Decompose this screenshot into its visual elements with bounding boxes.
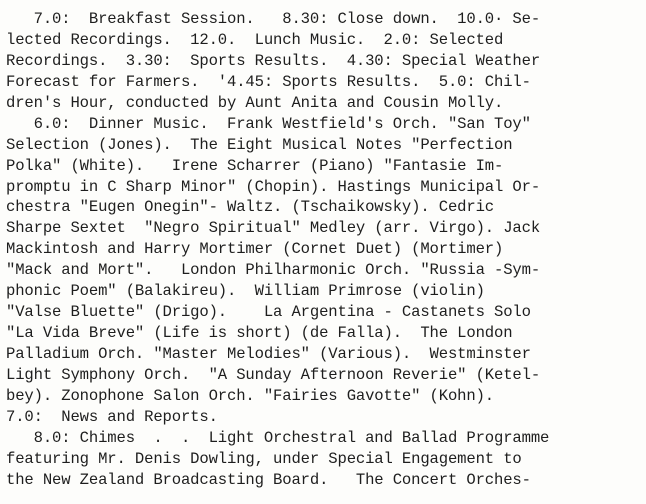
text-line: Palladium Orch. "Master Melodies" (Various). Westminster xyxy=(6,345,531,363)
text-line: featuring Mr. Denis Dowling, under Special Engagement to xyxy=(6,449,522,468)
text-line: Polka" (White). Irene Scharrer (Piano) "Fantasie Im- xyxy=(6,156,504,175)
text-line: lected Recordings. 12.0. Lunch Music. 2.0: Selected xyxy=(6,30,504,49)
text-line: "La Vida Breve" (Life is short) (de Falla). The London xyxy=(6,324,513,343)
text-line: 7.0: News and Reports. xyxy=(6,407,218,426)
text-line: Light Symphony Orch. "A Sunday Afternoon Reverie" (Ketel- xyxy=(6,365,541,384)
program-listing xyxy=(6,9,642,491)
text-line: chestra "Eugen Onegin"- Waltz. (Tschaikowsky). Cedric xyxy=(6,198,495,217)
text-line: the New Zealand Broadcasting Board. The Concert Orches- xyxy=(6,470,531,489)
text-line: bey). Zonophone Salon Orch. "Fairies Gavotte" (Kohn). xyxy=(6,386,495,405)
text-line: "Valse Bluette" (Drigo). La Argentina - Castanets Solo xyxy=(6,303,531,322)
text-line: Recordings. 3.30: Sports Results. 4.30: Special Weather xyxy=(6,51,541,70)
text-line: 7.0: Breakfast Session. 8.30: Close down. 10.0· Se- xyxy=(6,10,541,28)
text-line: 8.0: Chimes . . Light Orchestral and Ballad Programme xyxy=(6,428,550,447)
text-line: phonic Poem" (Balakireu). William Primrose (violin) xyxy=(6,282,485,301)
text-line: Sharpe Sextet "Negro Spiritual" Medley (arr. Virgo). Jack xyxy=(6,219,541,238)
text-line: promptu in C Sharp Minor" (Chopin). Hastings Municipal Or- xyxy=(6,177,541,196)
text-line: Forecast for Farmers. '4.45: Sports Results. 5.0: Chil- xyxy=(6,72,531,91)
text-line: 6.0: Dinner Music. Frank Westfield's Orch. "San Toy" xyxy=(6,114,531,133)
text-line: Mackintosh and Harry Mortimer (Cornet Duet) (Mortimer) xyxy=(6,240,504,259)
text-line: "Mack and Mort". London Philharmonic Orch. "Russia -Sym- xyxy=(6,261,541,280)
text-line: dren's Hour, conducted by Aunt Anita and Cousin Molly. xyxy=(6,93,504,112)
text-line: Selection (Jones). The Eight Musical Notes "Perfection xyxy=(6,135,513,154)
